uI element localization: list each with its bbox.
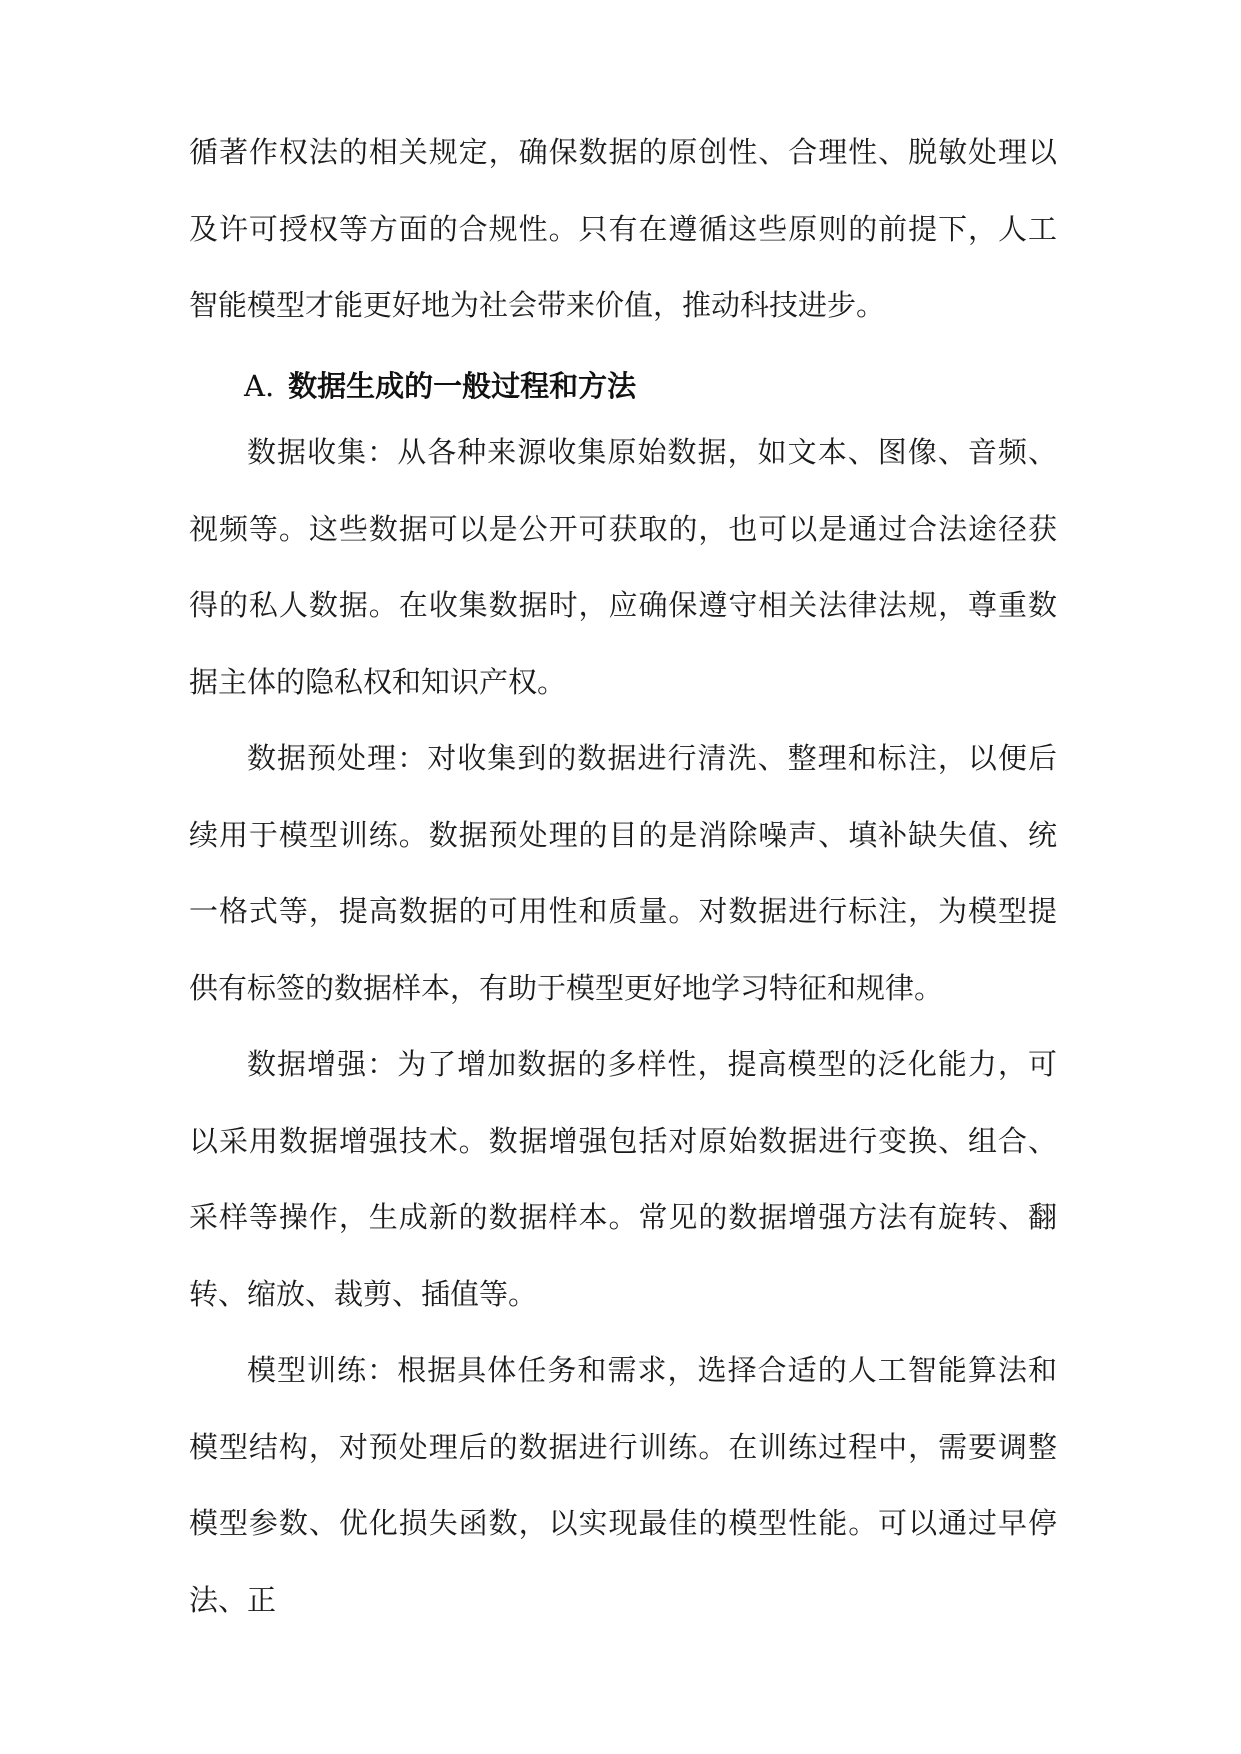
paragraph-model-training: 模型训练：根据具体任务和需求，选择合适的人工智能算法和模型结构，对预处理后的数据进行训练。在训练过程中，需要调整模型参数、优化损失函数，以实现最佳的模型性能。可以通过早停法、正 — [189, 1353, 1057, 1617]
paragraph-data-augmentation: 数据增强：为了增加数据的多样性，提高模型的泛化能力，可以采用数据增强技术。数据增强包括对原始数据进行变换、组合、采样等操作，生成新的数据样本。常见的数据增强方法有旋转、翻转、缩放、裁剪、插值等。 — [189, 1047, 1057, 1311]
section-heading — [244, 366, 636, 406]
paragraph-data-collection: 数据收集：从各种来源收集原始数据，如文本、图像、音频、视频等。这些数据可以是公开可获取的，也可以是通过合法途径获得的私人数据。在收集数据时，应确保遵守相关法律法规，尊重数据主体的隐私权和知识产权。 — [189, 435, 1057, 699]
section-heading-number: A. — [244, 369, 275, 403]
paragraph-intro-continuation: 循著作权法的相关规定，确保数据的原创性、合理性、脱敏处理以及许可授权等方面的合规性。只有在遵循这些原则的前提下，人工智能模型才能更好地为社会带来价值，推动科技进步。 — [189, 135, 1057, 322]
paragraph-data-preprocessing: 数据预处理：对收集到的数据进行清洗、整理和标注，以便后续用于模型训练。数据预处理的目的是消除噪声、填补缺失值、统一格式等，提高数据的可用性和质量。对数据进行标注，为模型提供有标签的数据样本，有助于模型更好地学习特征和规律。 — [189, 741, 1057, 1005]
section-heading-title: 数据生成的一般过程和方法 — [288, 369, 637, 403]
